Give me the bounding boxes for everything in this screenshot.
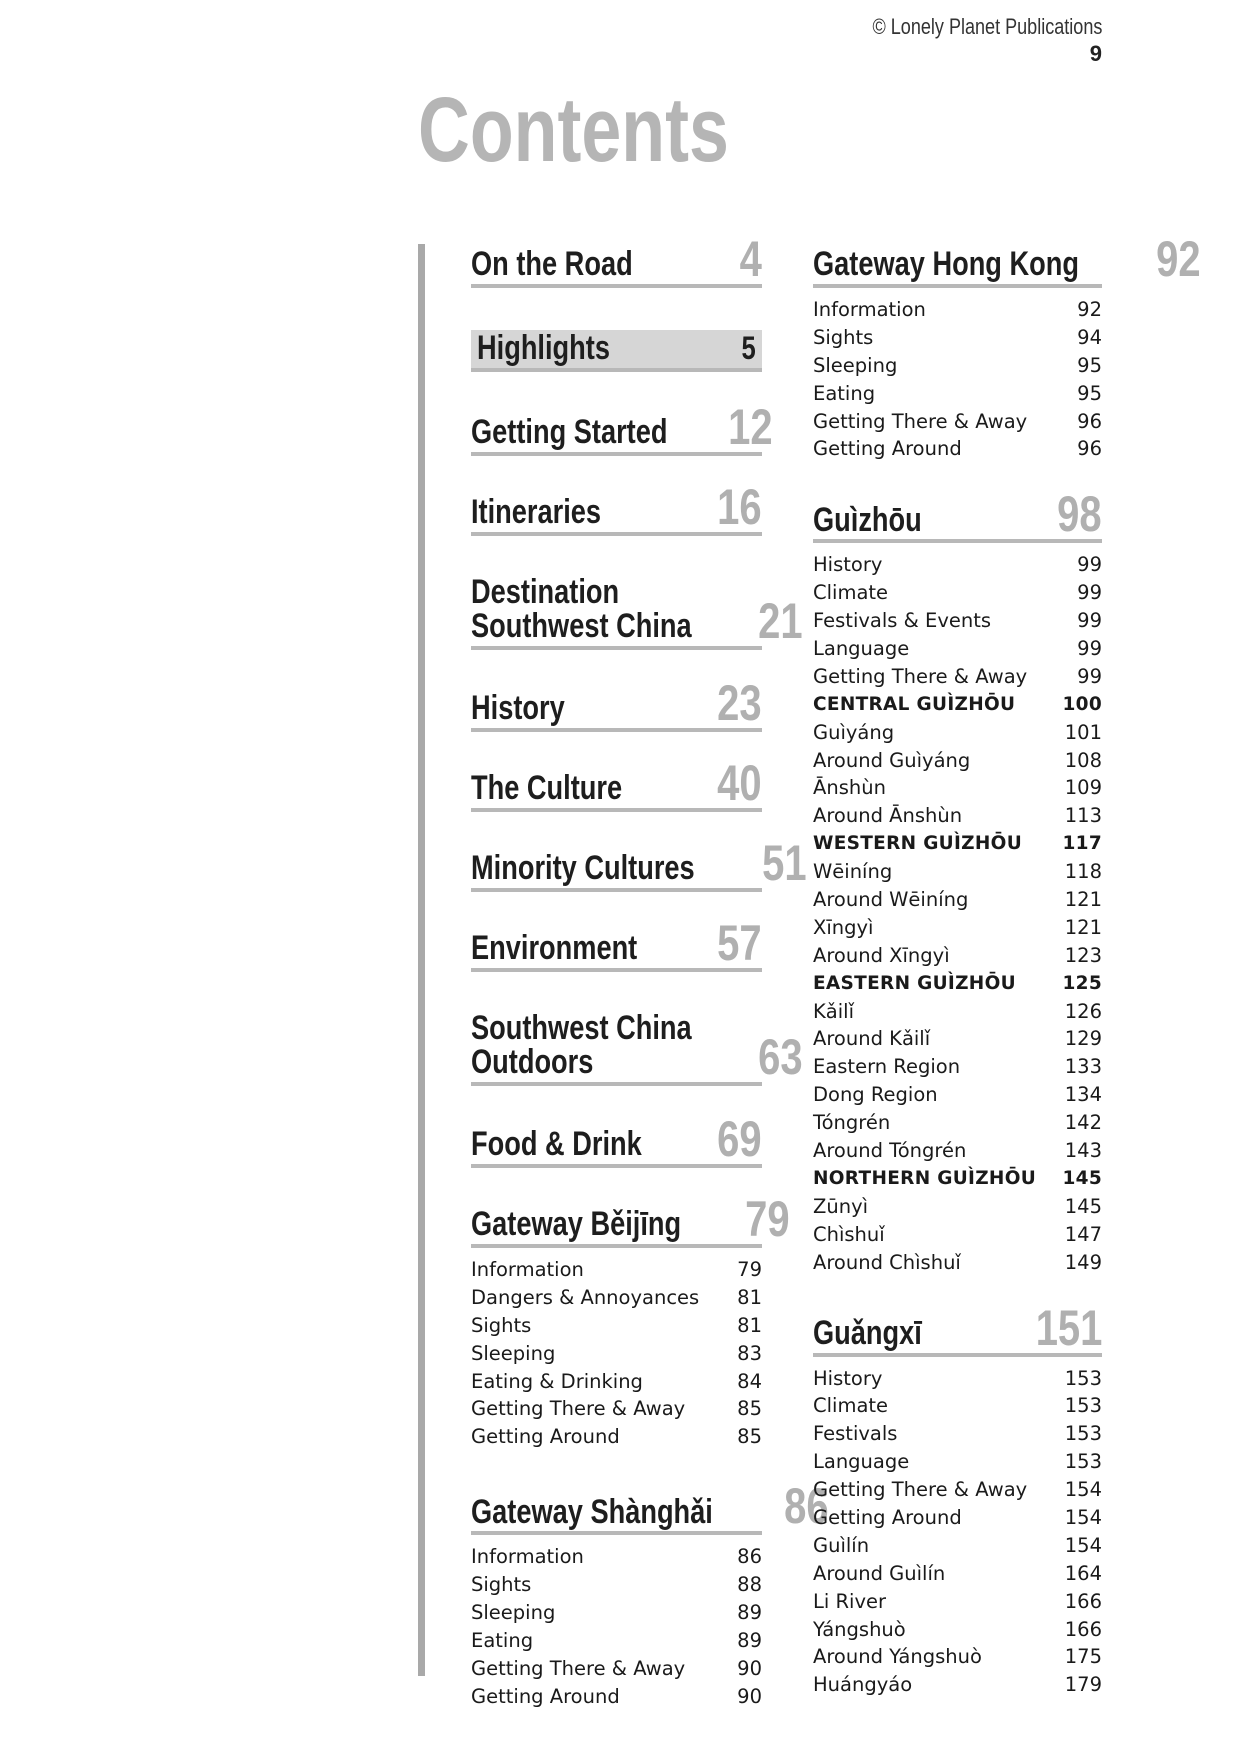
- entry-page: 153: [1064, 1450, 1102, 1474]
- entry-page: 86: [737, 1545, 762, 1569]
- entry-page: 154: [1064, 1478, 1102, 1502]
- entry-label: Around Guìyáng: [813, 748, 971, 772]
- entry-label: Climate: [813, 581, 889, 605]
- entry-page: 95: [1077, 381, 1102, 405]
- entry-label: Ānshùn: [813, 776, 886, 800]
- section-title[interactable]: The Culture: [471, 769, 623, 808]
- section-page: 79: [744, 1191, 790, 1247]
- toc-entry[interactable]: [471, 1368, 762, 1396]
- section-entries: [471, 1543, 762, 1710]
- toc-entry[interactable]: [813, 914, 1102, 942]
- entry-page: 85: [737, 1425, 762, 1449]
- toc-subregion-heading[interactable]: [813, 970, 1102, 998]
- entry-page: 101: [1064, 720, 1102, 744]
- entry-label: Dangers & Annoyances: [471, 1285, 700, 1309]
- entry-page: 154: [1064, 1505, 1102, 1529]
- section-page: 5: [741, 330, 756, 366]
- toc-entry[interactable]: [813, 1249, 1102, 1277]
- entry-page: 96: [1077, 409, 1102, 433]
- entry-label: Sleeping: [471, 1601, 556, 1625]
- entry-page: 153: [1064, 1366, 1102, 1390]
- entry-label: Guìyáng: [813, 720, 895, 744]
- toc-left-column: [471, 231, 829, 1711]
- entry-label: Li River: [813, 1589, 887, 1613]
- toc-section[interactable]: [471, 330, 762, 372]
- entry-label: Dong Region: [813, 1083, 938, 1107]
- section-entries: [471, 1256, 762, 1451]
- section-title-line1: Destination: [471, 572, 620, 611]
- entry-label: Getting There & Away: [471, 1397, 686, 1421]
- entry-label: Language: [813, 637, 910, 661]
- entry-label: Kǎilǐ: [813, 999, 854, 1023]
- entry-page: 133: [1064, 1055, 1102, 1079]
- entry-page: 83: [737, 1341, 762, 1365]
- entry-page: 95: [1077, 353, 1102, 377]
- entry-label: WESTERN GUÌZHŌU: [813, 833, 1023, 855]
- toc-entry[interactable]: [471, 1423, 762, 1451]
- toc-entry[interactable]: [813, 774, 1102, 802]
- toc-entry[interactable]: [813, 1392, 1102, 1420]
- entry-label: History: [813, 553, 883, 577]
- toc-entry[interactable]: [813, 747, 1102, 775]
- entry-label: Information: [471, 1258, 584, 1281]
- entry-label: Sights: [471, 1573, 532, 1597]
- entry-page: 90: [737, 1656, 762, 1680]
- toc-entry[interactable]: [813, 579, 1102, 607]
- toc-entry[interactable]: [471, 1395, 762, 1423]
- toc-subregion-heading[interactable]: [813, 691, 1102, 719]
- entry-page: 121: [1064, 915, 1102, 939]
- section-title[interactable]: Guǎngxī: [813, 1313, 922, 1352]
- entry-label: Eastern Region: [813, 1055, 961, 1079]
- entry-label: CENTRAL GUÌZHŌU: [813, 693, 1016, 715]
- toc-entry[interactable]: [813, 1448, 1102, 1476]
- entry-label: Guìlín: [813, 1533, 870, 1557]
- section-page: 4: [739, 231, 762, 287]
- entry-page: 179: [1064, 1673, 1102, 1697]
- entry-page: 92: [1077, 298, 1102, 321]
- section-page: 57: [717, 915, 762, 971]
- entry-label: Getting Around: [471, 1425, 620, 1449]
- toc-entry[interactable]: [813, 1053, 1102, 1081]
- toc-entry[interactable]: [471, 1312, 762, 1340]
- toc-section[interactable]: [471, 479, 762, 536]
- entry-page: 142: [1064, 1111, 1102, 1135]
- toc-entry[interactable]: [813, 1643, 1102, 1671]
- toc-section[interactable]: [471, 755, 762, 812]
- entry-page: 89: [737, 1628, 762, 1652]
- toc-section[interactable]: [471, 399, 773, 456]
- toc-entry[interactable]: [471, 1571, 762, 1599]
- toc-entry[interactable]: [813, 886, 1102, 914]
- entry-label: Eating: [813, 381, 876, 405]
- entry-label: Information: [813, 298, 926, 321]
- entry-label: Zūnyì: [813, 1194, 869, 1218]
- section-title[interactable]: Gateway Shànghǎi: [471, 1492, 713, 1531]
- entry-page: 143: [1064, 1139, 1102, 1163]
- toc-entry[interactable]: [471, 1284, 762, 1312]
- toc-entry[interactable]: [813, 551, 1102, 579]
- entry-label: Information: [471, 1545, 584, 1569]
- entry-label: EASTERN GUÌZHŌU: [813, 972, 1016, 994]
- toc-entry[interactable]: [813, 802, 1102, 830]
- entry-label: Festivals & Events: [813, 609, 992, 633]
- toc-section-guizhou[interactable]: [813, 486, 1102, 1276]
- entry-label: NORTHERN GUÌZHŌU: [813, 1167, 1037, 1189]
- entry-label: Getting There & Away: [813, 409, 1028, 433]
- toc-section[interactable]: [471, 231, 762, 288]
- toc-subregion-heading[interactable]: [813, 830, 1102, 858]
- entry-page: 81: [737, 1313, 762, 1337]
- page-number: 9: [1089, 41, 1102, 66]
- section-entries: [813, 551, 1102, 1276]
- section-title[interactable]: Gateway Běijīng: [471, 1205, 682, 1244]
- entry-label: Getting Around: [471, 1684, 620, 1708]
- entry-label: Language: [813, 1450, 910, 1474]
- toc-entry[interactable]: [813, 1221, 1102, 1249]
- entry-page: 126: [1064, 999, 1102, 1023]
- entry-label: Getting Around: [813, 437, 962, 461]
- section-page: 92: [1156, 231, 1202, 287]
- section-title[interactable]: Minority Cultures: [471, 849, 695, 888]
- entry-label: History: [813, 1366, 883, 1390]
- toc-entry[interactable]: [813, 1420, 1102, 1448]
- toc-entry[interactable]: [813, 998, 1102, 1026]
- entry-page: 81: [737, 1285, 762, 1309]
- toc-section[interactable]: [471, 1008, 803, 1086]
- entry-page: 175: [1064, 1645, 1102, 1669]
- entry-label: Around Ānshùn: [813, 804, 963, 828]
- entry-page: 164: [1064, 1561, 1102, 1585]
- entry-page: 96: [1077, 437, 1102, 461]
- section-page: 21: [757, 593, 803, 649]
- toc-section-gateway-beijing[interactable]: [471, 1191, 790, 1451]
- section-page: 86: [784, 1478, 829, 1535]
- section-page: 69: [717, 1111, 762, 1167]
- entry-page: 125: [1062, 972, 1102, 994]
- section-title[interactable]: History: [471, 689, 565, 728]
- toc-entry[interactable]: [813, 1137, 1102, 1165]
- entry-page: 109: [1064, 776, 1102, 800]
- entry-page: 166: [1064, 1617, 1102, 1641]
- toc-entry[interactable]: [813, 1588, 1102, 1616]
- toc-entry[interactable]: [813, 663, 1102, 691]
- section-page: 16: [717, 479, 762, 535]
- toc-entry[interactable]: [813, 635, 1102, 663]
- section-title[interactable]: On the Road: [471, 245, 633, 284]
- section-title[interactable]: Getting Started: [471, 413, 668, 452]
- entry-label: Around Guìlín: [813, 1561, 946, 1585]
- toc-entry[interactable]: [813, 1365, 1102, 1393]
- entry-page: 134: [1064, 1083, 1102, 1107]
- section-title-line1: Southwest China: [471, 1008, 692, 1047]
- toc-entry[interactable]: [813, 324, 1102, 352]
- toc-section[interactable]: [471, 1111, 762, 1168]
- entry-label: Around Tóngrén: [813, 1139, 967, 1163]
- section-title-line2: Outdoors: [471, 1043, 594, 1082]
- entry-page: 121: [1064, 888, 1102, 912]
- toc-entry[interactable]: [813, 1476, 1102, 1504]
- toc-entry[interactable]: [813, 942, 1102, 970]
- section-entries: [813, 296, 1102, 463]
- toc-entry[interactable]: [813, 1616, 1102, 1644]
- toc-entry[interactable]: [813, 408, 1102, 436]
- toc-entry[interactable]: [813, 435, 1102, 463]
- entry-label: Getting There & Away: [813, 1478, 1028, 1502]
- toc-entry[interactable]: [471, 1543, 762, 1571]
- entry-page: 129: [1064, 1027, 1102, 1051]
- entry-page: 145: [1064, 1194, 1102, 1218]
- section-page: 63: [757, 1029, 803, 1085]
- toc-section[interactable]: [471, 572, 803, 650]
- toc-subregion-heading[interactable]: [813, 1165, 1102, 1193]
- section-title[interactable]: Gateway Hong Kong: [813, 245, 1079, 284]
- toc-entry[interactable]: [471, 1683, 762, 1711]
- section-title[interactable]: [471, 572, 692, 646]
- toc-entry[interactable]: [471, 1340, 762, 1368]
- entry-label: Around Xīngyì: [813, 943, 950, 967]
- section-page: 151: [1035, 1299, 1102, 1356]
- section-page: 51: [761, 835, 807, 891]
- toc-entry[interactable]: [813, 1532, 1102, 1560]
- toc-entry[interactable]: [813, 1193, 1102, 1221]
- toc-entry[interactable]: [813, 858, 1102, 886]
- entry-page: 99: [1077, 609, 1102, 633]
- entry-page: 100: [1062, 693, 1102, 715]
- section-page: 40: [717, 755, 762, 811]
- entry-page: 123: [1064, 943, 1102, 967]
- entry-label: Sleeping: [813, 353, 898, 377]
- entry-page: 89: [737, 1601, 762, 1625]
- toc-right-column: [813, 231, 1202, 1699]
- entry-label: Around Chìshuǐ: [813, 1250, 961, 1274]
- toc-entry[interactable]: [813, 380, 1102, 408]
- section-title[interactable]: Itineraries: [471, 493, 602, 532]
- toc-entry[interactable]: [813, 1109, 1102, 1137]
- entry-page: 117: [1062, 833, 1102, 855]
- entry-label: Eating & Drinking: [471, 1369, 643, 1393]
- entry-label: Wēiníng: [813, 860, 893, 884]
- section-entries: [813, 1365, 1102, 1700]
- entry-label: Around Kǎilǐ: [813, 1027, 931, 1051]
- toc-entry[interactable]: [813, 1025, 1102, 1053]
- toc-entry[interactable]: [813, 352, 1102, 380]
- toc-entry[interactable]: [813, 1671, 1102, 1699]
- entry-page: 118: [1064, 860, 1102, 884]
- section-title[interactable]: Food & Drink: [471, 1125, 642, 1164]
- toc-section-gateway-hong-kong[interactable]: [813, 231, 1202, 463]
- entry-label: Around Wēiníng: [813, 888, 969, 912]
- entry-page: 147: [1064, 1222, 1102, 1246]
- toc-entry[interactable]: [813, 1504, 1102, 1532]
- entry-page: 153: [1064, 1394, 1102, 1418]
- entry-label: Chìshuǐ: [813, 1222, 885, 1246]
- entry-label: Getting There & Away: [813, 664, 1028, 688]
- entry-page: 149: [1064, 1250, 1102, 1274]
- toc-entry[interactable]: [813, 1081, 1102, 1109]
- entry-label: Sleeping: [471, 1341, 556, 1365]
- entry-label: Around Yángshuò: [813, 1645, 982, 1669]
- entry-page: 99: [1077, 581, 1102, 605]
- entry-label: Tóngrén: [813, 1111, 891, 1135]
- section-page: 98: [1057, 486, 1102, 543]
- entry-label: Climate: [813, 1394, 889, 1418]
- toc-section[interactable]: [471, 835, 807, 892]
- entry-page: 145: [1062, 1167, 1102, 1189]
- left-divider-bar: [418, 244, 425, 1676]
- copyright-notice: © Lonely Planet Publications: [872, 14, 1102, 39]
- section-title[interactable]: Guìzhōu: [813, 500, 922, 539]
- entry-page: 85: [737, 1397, 762, 1421]
- section-title-line2: Southwest China: [471, 607, 692, 646]
- entry-page: 90: [737, 1684, 762, 1708]
- toc-entry[interactable]: [471, 1256, 762, 1284]
- entry-page: 113: [1064, 804, 1102, 828]
- toc-section[interactable]: [471, 675, 762, 732]
- entry-label: Festivals: [813, 1422, 898, 1446]
- entry-label: Getting There & Away: [471, 1656, 686, 1680]
- entry-label: Getting Around: [813, 1505, 962, 1529]
- toc-section[interactable]: [471, 915, 762, 972]
- section-title[interactable]: Highlights: [477, 329, 610, 368]
- toc-entry[interactable]: [813, 1560, 1102, 1588]
- toc-entry[interactable]: [471, 1627, 762, 1655]
- section-page: 23: [717, 675, 762, 731]
- toc-entry[interactable]: [471, 1599, 762, 1627]
- entry-page: 153: [1064, 1422, 1102, 1446]
- toc-entry[interactable]: [813, 607, 1102, 635]
- toc-section-gateway-shanghai[interactable]: [471, 1478, 829, 1710]
- page-title: Contents: [418, 79, 729, 181]
- entry-page: 79: [737, 1258, 762, 1281]
- section-title[interactable]: Environment: [471, 929, 638, 968]
- entry-label: Yángshuò: [813, 1617, 906, 1641]
- entry-label: Sights: [471, 1313, 532, 1337]
- section-title[interactable]: [471, 1008, 692, 1082]
- entry-page: 166: [1064, 1589, 1102, 1613]
- toc-entry[interactable]: [813, 296, 1102, 324]
- toc-entry[interactable]: [471, 1655, 762, 1683]
- entry-label: Xīngyì: [813, 915, 874, 939]
- entry-page: 99: [1077, 637, 1102, 661]
- entry-page: 88: [737, 1573, 762, 1597]
- section-page: 12: [727, 399, 773, 455]
- entry-page: 94: [1077, 325, 1102, 349]
- entry-page: 99: [1077, 664, 1102, 688]
- entry-page: 154: [1064, 1533, 1102, 1557]
- entry-label: Huángyáo: [813, 1673, 913, 1697]
- entry-page: 99: [1077, 553, 1102, 577]
- entry-page: 108: [1064, 748, 1102, 772]
- toc-section-guangxi[interactable]: [813, 1299, 1102, 1700]
- entry-label: Eating: [471, 1628, 534, 1652]
- entry-page: 84: [737, 1369, 762, 1393]
- toc-entry[interactable]: [813, 719, 1102, 747]
- entry-label: Sights: [813, 325, 874, 349]
